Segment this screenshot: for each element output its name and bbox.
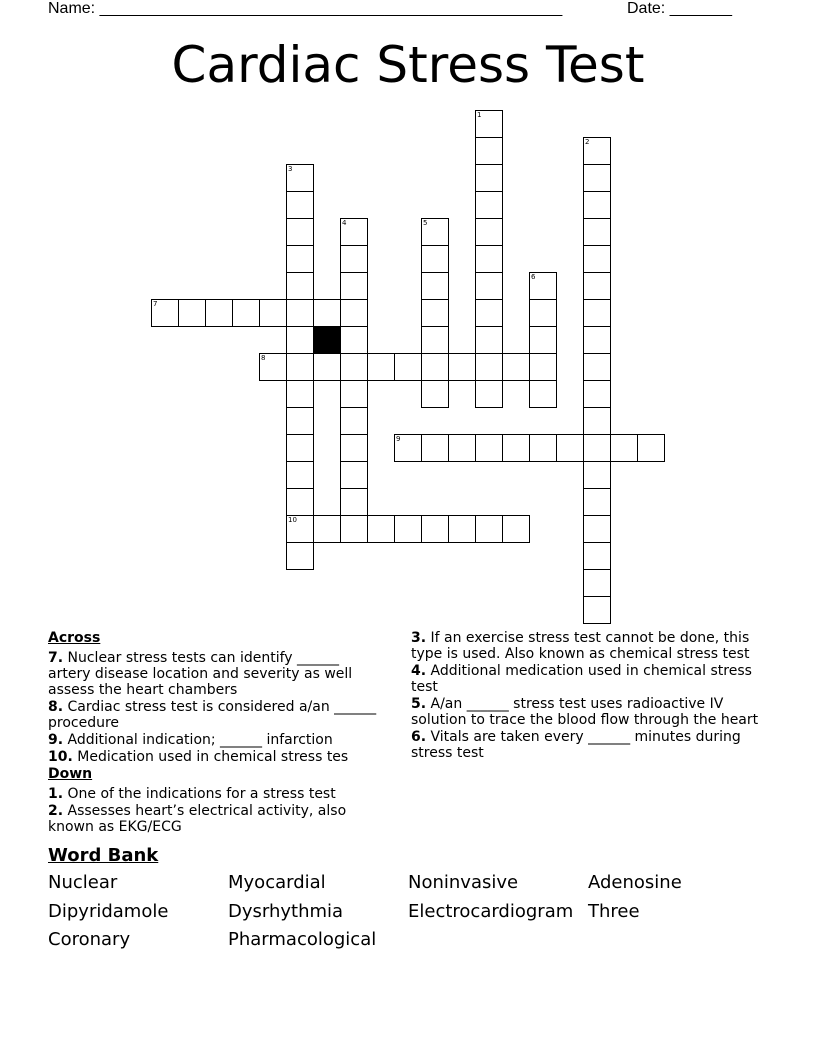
clue-number: 8 [261, 354, 266, 362]
grid-cell[interactable] [475, 137, 503, 165]
grid-cell[interactable] [286, 434, 314, 462]
clue-item [48, 650, 378, 698]
grid-cell[interactable] [421, 515, 449, 543]
grid-cell[interactable] [340, 245, 368, 273]
clue-item-number: 2. [48, 803, 64, 819]
clue-number: 5 [423, 219, 428, 227]
clue-item [411, 729, 766, 761]
grid-cell[interactable] [205, 299, 233, 327]
grid-cell[interactable] [367, 515, 395, 543]
grid-cell[interactable] [583, 191, 611, 219]
grid-cell[interactable] [286, 299, 314, 327]
page-title: Cardiac Stress Test [171, 36, 645, 94]
grid-cell[interactable] [394, 515, 422, 543]
grid-cell[interactable] [583, 569, 611, 597]
clue-item-text: Cardiac stress test is considered a/an ______ procedure [48, 699, 377, 731]
grid-cell[interactable] [475, 515, 503, 543]
clue-number: 6 [531, 273, 536, 281]
grid-cell[interactable] [529, 353, 557, 381]
clue-item-number: 8. [48, 699, 64, 715]
grid-cell[interactable] [529, 380, 557, 408]
clue-number: 7 [153, 300, 158, 308]
clue-item-number: 6. [411, 729, 427, 745]
grid-cell[interactable] [583, 461, 611, 489]
grid-cell[interactable] [340, 515, 368, 543]
grid-cell[interactable] [475, 299, 503, 327]
grid-cell[interactable] [583, 164, 611, 192]
grid-cell[interactable] [286, 542, 314, 570]
grid-cell[interactable] [529, 272, 557, 300]
grid-cell[interactable] [583, 515, 611, 543]
grid-cell[interactable] [232, 299, 260, 327]
clue-item-number: 4. [411, 663, 427, 679]
grid-cell[interactable] [529, 434, 557, 462]
grid-cell[interactable] [583, 488, 611, 516]
grid-cell[interactable] [286, 461, 314, 489]
name-field[interactable]: Name: ____________________________________________________ [48, 0, 563, 17]
grid-cell[interactable] [394, 353, 422, 381]
word-bank-word: Adenosine [588, 872, 682, 893]
grid-cell[interactable] [583, 434, 611, 462]
grid-cell[interactable] [475, 218, 503, 246]
grid-cell[interactable] [448, 515, 476, 543]
grid-cell[interactable] [421, 434, 449, 462]
grid-cell[interactable] [313, 515, 341, 543]
grid-cell[interactable] [583, 380, 611, 408]
clue-item-number: 9. [48, 732, 64, 748]
clue-item [48, 786, 378, 802]
grid-cell[interactable] [286, 191, 314, 219]
clue-item-number: 10. [48, 749, 73, 765]
grid-cell[interactable] [313, 299, 341, 327]
grid-cell[interactable] [340, 434, 368, 462]
grid-cell[interactable] [286, 380, 314, 408]
grid-cell[interactable] [340, 353, 368, 381]
grid-cell[interactable] [340, 407, 368, 435]
grid-cell[interactable] [448, 434, 476, 462]
grid-cell[interactable] [475, 245, 503, 273]
word-bank-word: Noninvasive [408, 872, 519, 893]
grid-cell[interactable] [340, 218, 368, 246]
word-bank-word: Pharmacological [228, 929, 377, 950]
clue-item [48, 749, 378, 765]
grid-cell[interactable] [583, 353, 611, 381]
down-heading: Down [48, 766, 93, 782]
word-bank-word: Dysrhythmia [228, 900, 344, 922]
grid-cell[interactable] [475, 353, 503, 381]
grid-cell[interactable] [421, 326, 449, 354]
grid-cell[interactable] [286, 164, 314, 192]
grid-cell[interactable] [502, 353, 530, 381]
clue-item [48, 803, 378, 835]
clue-item [411, 630, 766, 662]
grid-cell[interactable] [583, 407, 611, 435]
clue-number: 4 [342, 219, 347, 227]
word-bank-word: Dipyridamole [48, 900, 169, 922]
clue-item-text: Additional medication used in chemical stress test [411, 663, 752, 695]
clue-number: 1 [477, 111, 482, 119]
grid-cell[interactable] [286, 218, 314, 246]
clue-number: 3 [288, 165, 293, 173]
grid-cell[interactable] [529, 299, 557, 327]
grid-cell[interactable] [421, 299, 449, 327]
grid-cell[interactable] [286, 326, 314, 354]
black-cell [313, 326, 341, 354]
clue-item [48, 732, 378, 748]
clue-item-number: 3. [411, 630, 427, 646]
grid-cell[interactable] [340, 299, 368, 327]
word-bank-word: Electrocardiogram [408, 900, 574, 922]
grid-cell[interactable] [583, 272, 611, 300]
grid-cell[interactable] [340, 380, 368, 408]
clue-item-number: 1. [48, 786, 64, 802]
grid-cell[interactable] [583, 596, 611, 624]
clue-number: 9 [396, 435, 401, 443]
clue-item [411, 663, 766, 695]
grid-cell[interactable] [475, 272, 503, 300]
grid-cell[interactable] [556, 434, 584, 462]
clue-item-text: Nuclear stress tests can identify ______ artery disease location and severity as well assess the heart chambers [48, 650, 353, 698]
grid-cell[interactable] [529, 326, 557, 354]
clues-left-column [48, 630, 378, 836]
grid-cell[interactable] [475, 434, 503, 462]
grid-cell[interactable] [367, 353, 395, 381]
grid-cell[interactable] [475, 110, 503, 138]
grid-cell[interactable] [637, 434, 665, 462]
clue-item [48, 699, 378, 731]
word-bank-word: Three [588, 900, 640, 922]
grid-cell[interactable] [340, 272, 368, 300]
grid-cell[interactable] [286, 272, 314, 300]
grid-cell[interactable] [178, 299, 206, 327]
grid-cell[interactable] [286, 407, 314, 435]
word-bank-word: Coronary [48, 929, 131, 950]
word-bank-word: Nuclear [48, 872, 118, 893]
grid-cell[interactable] [502, 515, 530, 543]
grid-cell[interactable] [583, 326, 611, 354]
grid-cell[interactable] [610, 434, 638, 462]
clue-item [411, 696, 766, 728]
grid-cell[interactable] [421, 245, 449, 273]
clue-item-text: A/an ______ stress test uses radioactive IV solution to trace the blood flow through the heart [411, 696, 759, 728]
clue-item-text: If an exercise stress test cannot be done, this type is used. Also known as chemical stress test [411, 630, 750, 662]
clue-number: 10 [288, 516, 297, 524]
grid-cell[interactable] [475, 164, 503, 192]
clue-item-text: Vitals are taken every ______ minutes during stress test [411, 729, 741, 761]
grid-cell[interactable] [313, 353, 341, 381]
grid-cell[interactable] [286, 515, 314, 543]
grid-cell[interactable] [448, 353, 476, 381]
grid-cell[interactable] [583, 218, 611, 246]
clue-item-text: One of the indications for a stress test [63, 786, 336, 802]
grid-cell[interactable] [583, 542, 611, 570]
grid-cell[interactable] [286, 488, 314, 516]
grid-cell[interactable] [340, 461, 368, 489]
clues-right-column [411, 630, 766, 762]
clue-item-text: Additional indication; ______ infarction [63, 732, 333, 748]
grid-cell[interactable] [340, 326, 368, 354]
word-bank-word: Myocardial [228, 872, 326, 893]
grid-cell[interactable] [259, 353, 287, 381]
grid-cell[interactable] [502, 434, 530, 462]
grid-cell[interactable] [583, 299, 611, 327]
grid-cell[interactable] [421, 218, 449, 246]
clue-item-text: Medication used in chemical stress tes [72, 749, 349, 765]
grid-cell[interactable] [151, 299, 179, 327]
grid-cell[interactable] [259, 299, 287, 327]
grid-cell[interactable] [340, 488, 368, 516]
grid-cell[interactable] [583, 137, 611, 165]
clue-item-number: 5. [411, 696, 427, 712]
clue-item-number: 7. [48, 650, 64, 666]
grid-cell[interactable] [421, 353, 449, 381]
across-heading: Across [48, 630, 101, 646]
grid-cell[interactable] [583, 245, 611, 273]
date-field[interactable]: Date: _______ [627, 0, 732, 17]
clue-number: 2 [585, 138, 590, 146]
grid-cell[interactable] [421, 272, 449, 300]
grid-cell[interactable] [286, 245, 314, 273]
word-bank-title: Word Bank [48, 845, 159, 866]
grid-cell[interactable] [475, 380, 503, 408]
grid-cell[interactable] [475, 191, 503, 219]
clue-item-text: Assesses heart’s electrical activity, also known as EKG/ECG [48, 803, 347, 835]
grid-cell[interactable] [286, 353, 314, 381]
grid-cell[interactable] [394, 434, 422, 462]
grid-cell[interactable] [421, 380, 449, 408]
grid-cell[interactable] [475, 326, 503, 354]
